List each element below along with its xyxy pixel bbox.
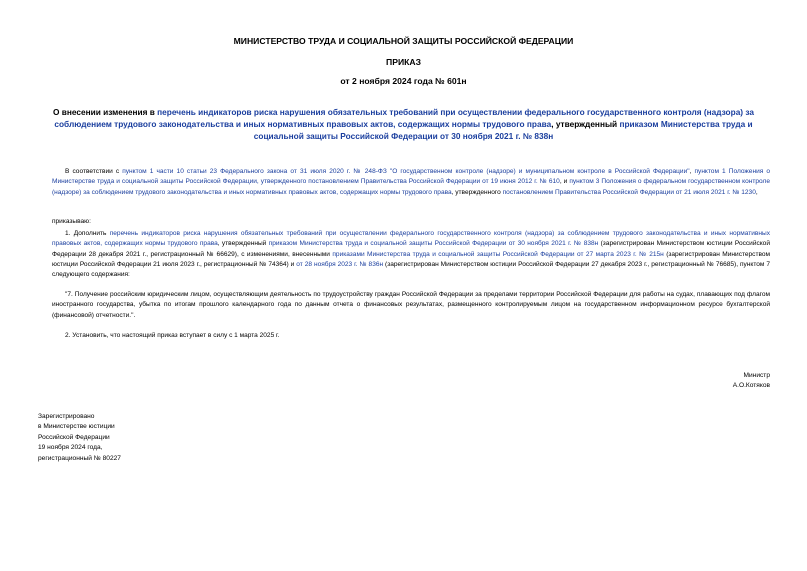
preamble-text: В соответствии с: [65, 168, 123, 175]
link-federal-law-248fz[interactable]: пунктом 1 части 10 статьи 23 Федерального закона от 31 июля 2020 г. № 248-ФЗ "О государственном контроле (надзоре) и муниципальном контроле в Российской Федерации": [122, 168, 690, 175]
preamble-text: ,: [755, 188, 758, 196]
title-link-indicator-list[interactable]: перечень индикаторов риска нарушения обязательных требований при осуществлении федерального государственного контроля (надзора) за соблюдением трудового законодательства и иных нормативных правовых актов, содержащих нормы трудового права: [54, 107, 755, 129]
link-indicator-list[interactable]: перечень индикаторов риска нарушения обязательных требований при осуществлении федерального государственного контроля (надзора) за соблюдением трудового законодательства и иных нормативных правовых актов, содержащих нормы трудового права: [52, 230, 770, 248]
title-link-order-838n[interactable]: приказом Министерства труда и социальной защиты Российской Федерации от 30 ноября 2021 г. № 838н: [253, 119, 753, 141]
link-government-decree-1230[interactable]: постановлением Правительства Российской Федерации от 21 июля 2021 г. № 1230: [502, 188, 756, 196]
preamble-paragraph: [52, 167, 770, 198]
ministry-heading: МИНИСТЕРСТВО ТРУДА И СОЦИАЛЬНОЙ ЗАЩИТЫ РОССИЙСКОЙ ФЕДЕРАЦИИ: [233, 36, 574, 46]
document-type: ПРИКАЗ: [386, 57, 421, 67]
item1-text: (зарегистрирован Министерством юстиции Российской Федерации 21 июля 2023 г., регистрационный № 74364) и: [52, 250, 770, 268]
signer-name: А.О.Котяков: [732, 382, 770, 390]
link-order-836n[interactable]: от 28 ноября 2023 г. № 836н: [296, 260, 384, 268]
signature-block: [733, 371, 770, 392]
title-prefix: О внесении изменения в: [52, 107, 158, 117]
order-item-2: 2. Установить, что настоящий приказ вступает в силу с 1 марта 2025 г.: [65, 332, 280, 339]
registration-line: 19 ноября 2024 года,: [38, 444, 103, 452]
registration-block: [38, 412, 121, 464]
title-middle: , утвержденный: [551, 119, 620, 129]
preamble-text: ,: [689, 168, 695, 175]
registration-line: регистрационный № 80227: [38, 454, 121, 462]
preamble-text: , и: [559, 178, 570, 186]
orders-label: приказываю:: [52, 218, 91, 225]
order-item-1: [52, 229, 770, 280]
item1-text: (зарегистрирован Министерством юстиции Российской Федерации 27 декабря 2023 г., регистрационный № 76685), пунктом 7 следующего содержания:: [52, 260, 770, 279]
registration-line: Зарегистрировано: [38, 413, 95, 420]
signer-position: Министр: [743, 372, 770, 379]
registration-line: в Министерстве юстиции: [38, 423, 115, 431]
registration-line: Российской Федерации: [38, 433, 110, 441]
item1-text: (зарегистрирован Министерством юстиции Российской Федерации 28 декабря 2021 г., регистрационный № 66629), с изменениями, внесенными: [52, 240, 770, 258]
item1-text: , утвержденный: [217, 240, 269, 248]
link-control-regulation[interactable]: пунктом 3 Положения о федеральном государственном контроле (надзоре) за соблюдением трудового законодательства и иных нормативных правовых актов, содержащих нормы трудового права: [52, 178, 770, 196]
link-ministry-regulation[interactable]: пунктом 1 Положения о Министерстве труда и социальной защиты Российской Федерации, утвержденного постановлением Правительства Российской Федерации от 19 июня 2012 г. № 610: [52, 168, 770, 186]
link-order-215n[interactable]: приказами Министерства труда и социальной защиты Российской Федерации от 27 марта 2023 г. № 215н: [332, 250, 664, 258]
document-date-number: от 2 ноября 2024 года № 601н: [340, 76, 467, 86]
item1-text: 1. Дополнить: [65, 230, 110, 237]
quoted-item-7: "7. Получение российским юридическим лицом, осуществляющим деятельность по трудоустройству граждан Российской Федерации за пределами территории Российской Федерации для работы на судах, плавающих под флагом иностранного государства, убытка по итогам прошлого календарного года по данным отчета о финансовых результатах, размещенного контролируемым лицом на государственном информационном ресурсе бухгалтерской (финансовой) отчетности.".: [52, 291, 770, 319]
preamble-text: , утвержденного: [451, 188, 503, 196]
link-order-838n[interactable]: приказом Министерства труда и социальной защиты Российской Федерации от 30 ноября 2021 г. № 838н: [268, 240, 599, 248]
document-title: [52, 106, 755, 142]
